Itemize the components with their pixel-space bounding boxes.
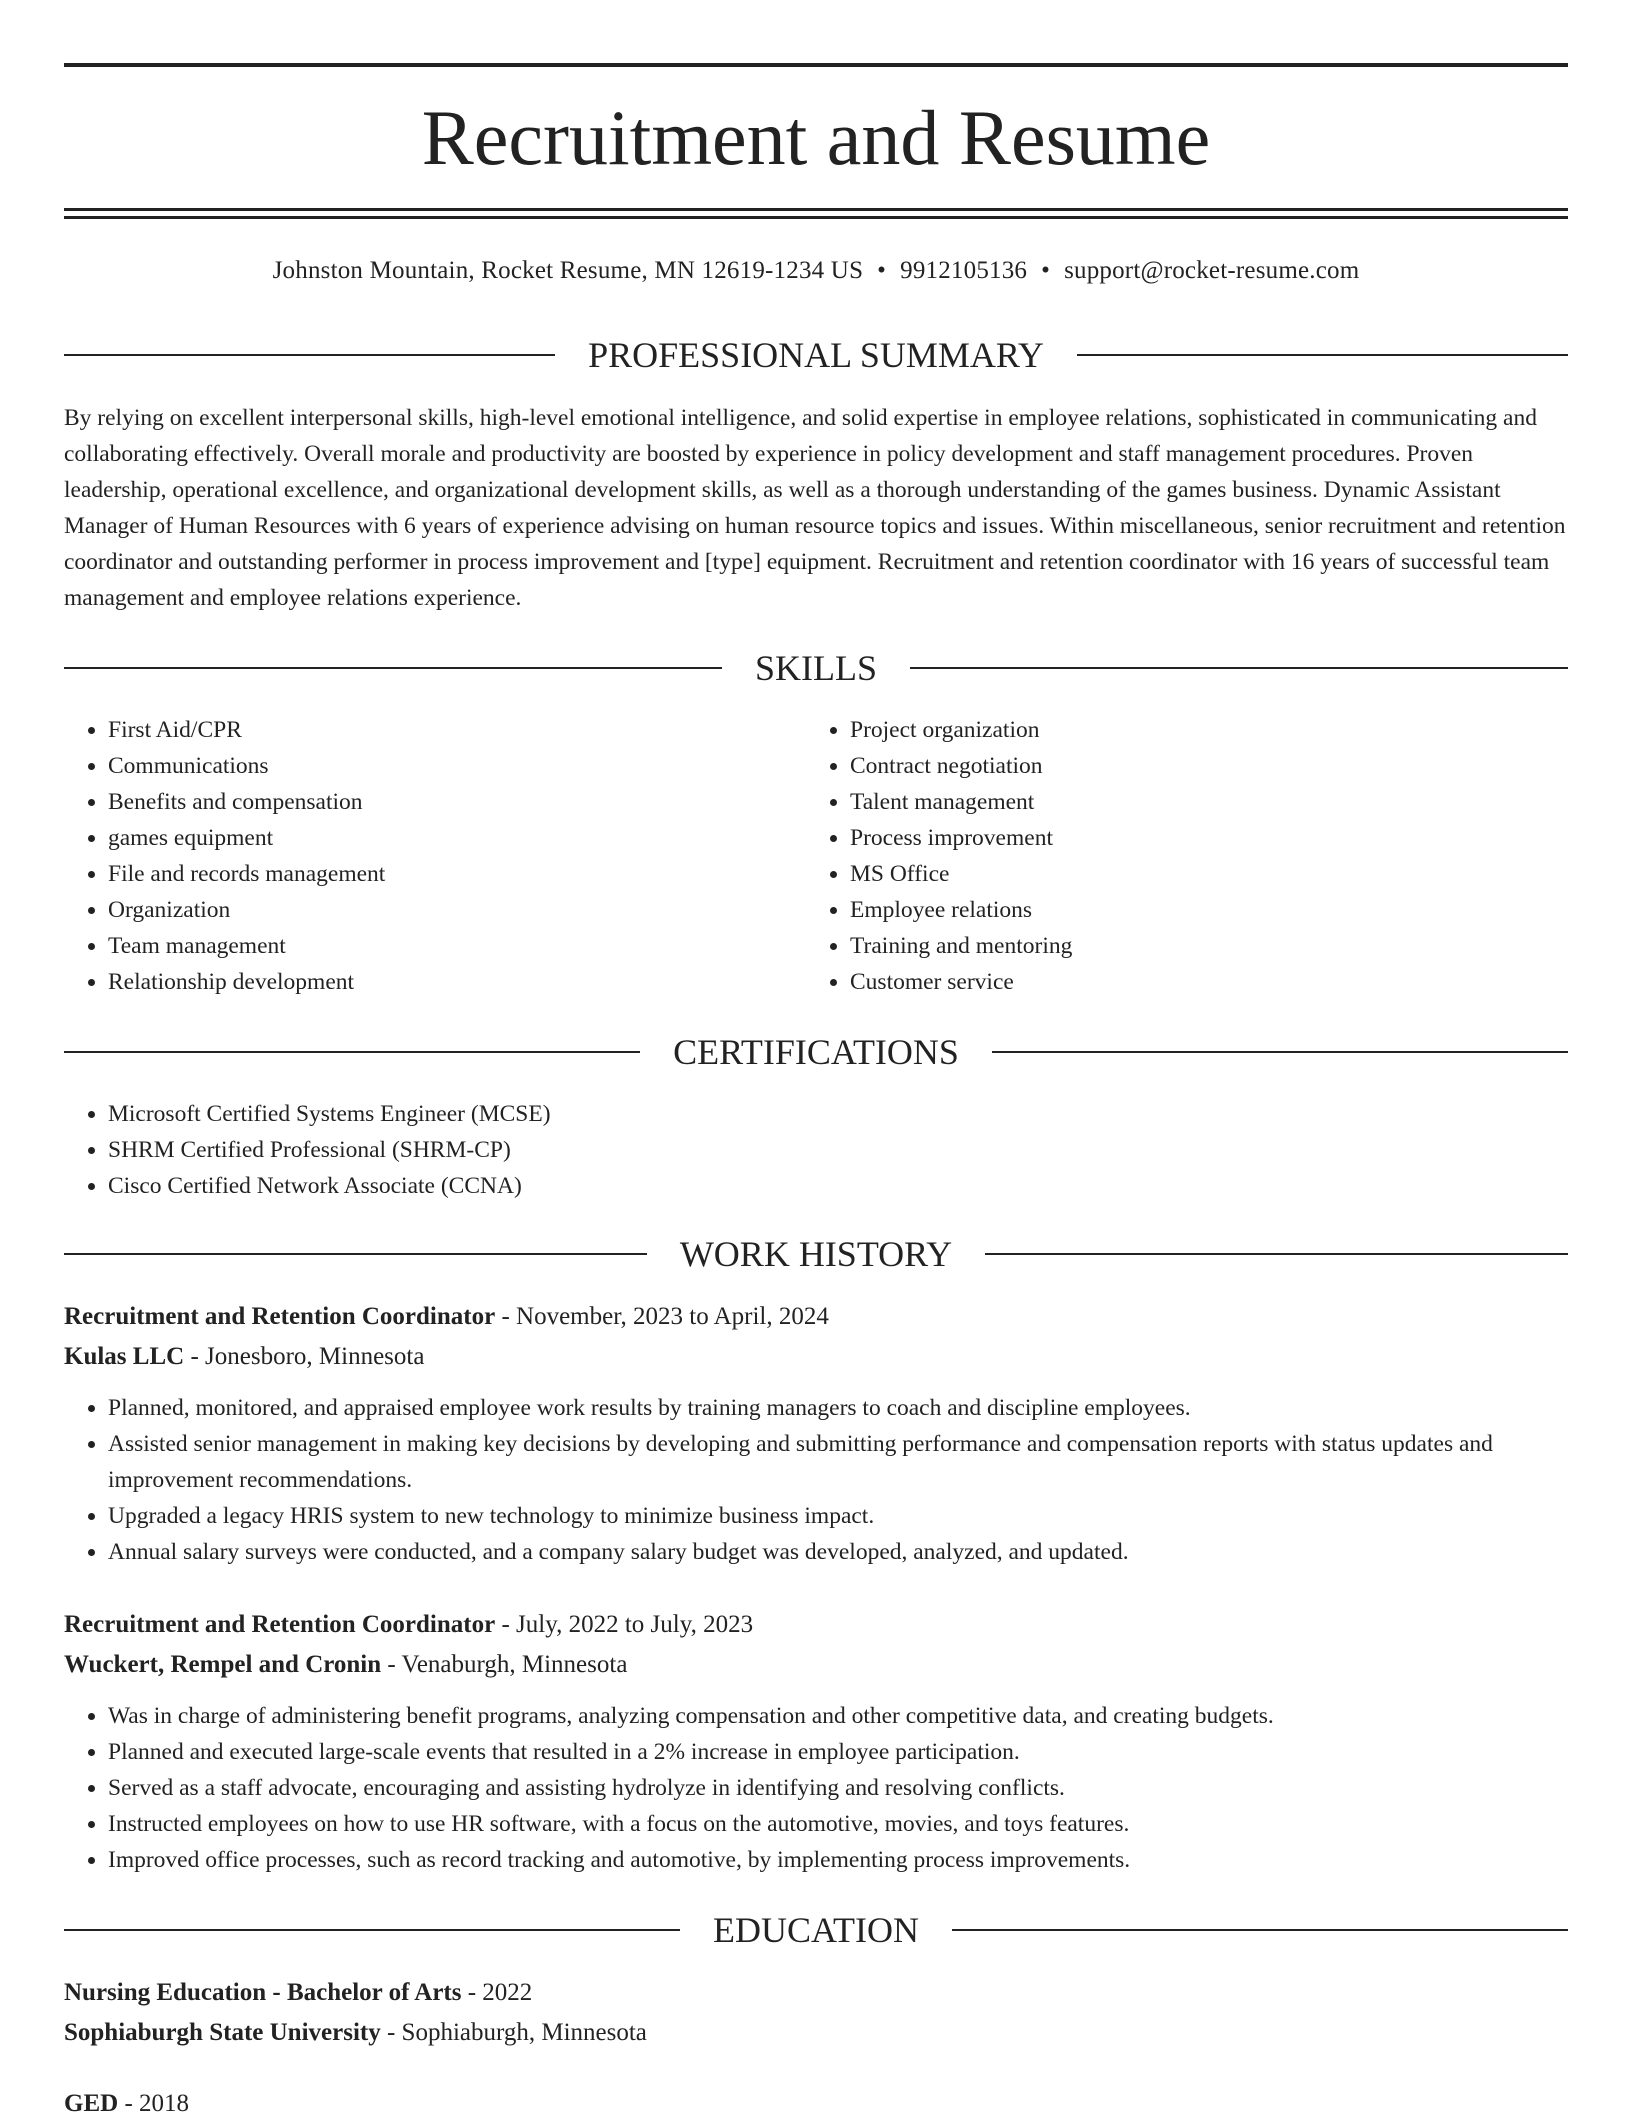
certification-item: • Microsoft Certified Systems Engineer (MCSE) [108,1096,551,1132]
job-location: - Jonesboro, Minnesota [190,1343,425,1370]
divider-line [64,354,555,356]
skill-item: • games equipment [108,820,385,856]
divider-line [64,1929,680,1931]
job-dates: - July, 2022 to July, 2023 [501,1611,754,1638]
section-title: EDUCATION [713,1910,919,1950]
job-title-line [64,1605,1568,1645]
skill-item: • Communications [108,748,385,784]
skill-item: • Training and mentoring [850,928,1072,964]
job-company-line [64,1337,1568,1377]
skills-list-left [64,712,385,1000]
double-rule [64,208,1568,219]
divider-line [64,1253,647,1255]
education-location: - Sophiaburgh, Minnesota [386,2019,647,2046]
job-bullet: • Planned and executed large-scale events that resulted in a 2% increase in employee participation. [108,1734,1568,1770]
skill-item: • Process improvement [850,820,1072,856]
education-degree: GED [64,2090,119,2117]
skill-item: • First Aid/CPR [108,712,385,748]
contact-separator: • [877,257,887,284]
job-bullet: • Served as a staff advocate, encouraging and assisting hydrolyze in identifying and resolving conflicts. [108,1770,1568,1806]
section-header-education [64,1910,1568,1950]
skills-list-right [806,712,1072,1000]
job-dates: - November, 2023 to April, 2024 [501,1303,829,1330]
job-entry [64,1297,1568,1570]
education-school-line [64,2013,1568,2053]
section-header-summary [64,335,1568,375]
skill-item: • Customer service [850,964,1072,1000]
skill-item: • Benefits and compensation [108,784,385,820]
job-location: - Venaburgh, Minnesota [387,1651,628,1678]
section-title: PROFESSIONAL SUMMARY [588,335,1044,375]
divider-line [992,1051,1568,1053]
job-company: Kulas LLC [64,1343,185,1370]
job-bullet: • Annual salary surveys were conducted, and a company salary budget was developed, analyzed, and updated. [108,1534,1568,1570]
divider-line [952,1929,1568,1931]
job-bullet: • Improved office processes, such as record tracking and automotive, by implementing process improvements. [108,1842,1568,1878]
contact-line [64,255,1568,287]
skill-item: • Contract negotiation [850,748,1072,784]
education-degree-line [64,2084,1568,2124]
certification-item: • Cisco Certified Network Associate (CCNA) [108,1168,551,1204]
job-company-line [64,1645,1568,1685]
education-degree-line [64,1973,1568,2013]
education-school: Sophiaburgh State University [64,2019,381,2046]
job-bullet: • Upgraded a legacy HRIS system to new technology to minimize business impact. [108,1498,1568,1534]
job-title: Recruitment and Retention Coordinator [64,1611,496,1638]
top-rule [64,63,1568,67]
section-title: WORK HISTORY [679,1234,953,1274]
contact-email: support@rocket-resume.com [1064,257,1360,284]
education-year: - 2018 [124,2090,190,2117]
job-bullet: • Planned, monitored, and appraised employee work results by training managers to coach and discipline employees. [108,1390,1568,1426]
section-title: SKILLS [755,648,878,688]
contact-separator: • [1041,257,1051,284]
divider-line [910,667,1568,669]
divider-line [985,1253,1568,1255]
education-entry [64,2084,1568,2124]
skill-item: • Project organization [850,712,1072,748]
section-header-certifications [64,1032,1568,1072]
job-bullet: • Instructed employees on how to use HR software, with a focus on the automotive, movies, and toys features. [108,1806,1568,1842]
job-bullet: • Was in charge of administering benefit programs, analyzing compensation and other competitive data, and creating budgets. [108,1698,1568,1734]
contact-address: Johnston Mountain, Rocket Resume, MN 12619-1234 US [272,257,864,284]
divider-line [1077,354,1568,356]
skill-item: • Employee relations [850,892,1072,928]
section-header-work [64,1234,1568,1274]
divider-line [64,1051,640,1053]
divider-line [64,667,722,669]
skill-item: • Organization [108,892,385,928]
education-degree: Nursing Education - Bachelor of Arts [64,1979,462,2006]
education-year: - 2022 [467,1979,533,2006]
education-entry [64,1973,1568,2053]
resume-name: Recruitment and Resume [421,94,1211,181]
job-title-line [64,1297,1568,1337]
section-title: CERTIFICATIONS [673,1032,959,1072]
skill-item: • Team management [108,928,385,964]
skill-item: • Talent management [850,784,1072,820]
job-bullets [64,1390,1568,1570]
certification-item: • SHRM Certified Professional (SHRM-CP) [108,1132,551,1168]
skill-item: • MS Office [850,856,1072,892]
job-bullets [64,1698,1568,1878]
job-entry [64,1605,1568,1878]
job-title: Recruitment and Retention Coordinator [64,1303,496,1330]
summary-text: By relying on excellent interpersonal skills, high-level emotional intelligence, and solid expertise in employee relations, sophisticated in communicating and collaborating effectively. Overall morale and productivity are boosted by experience in policy development and staff management procedures. Proven leadership, operational excellence, and organizational development skills, as well as a thorough understanding of the games business. Dynamic Assistant Manager of Human Resources with 6 years of experience advising on human resource topics and issues. Within miscellaneous, senior recruitment and retention coordinator and outstanding performer in process improvement and [type] equipment. Recruitment and retention coordinator with 16 years of successful team management and employee relations experience. [64,405,1566,611]
job-company: Wuckert, Rempel and Cronin [64,1651,382,1678]
certifications-list [64,1096,551,1204]
skill-item: • Relationship development [108,964,385,1000]
skill-item: • File and records management [108,856,385,892]
job-bullet: • Assisted senior management in making key decisions by developing and submitting performance and compensation reports with status updates and improvement recommendations. [108,1426,1568,1498]
section-header-skills [64,648,1568,688]
contact-phone: 9912105136 [900,257,1028,284]
